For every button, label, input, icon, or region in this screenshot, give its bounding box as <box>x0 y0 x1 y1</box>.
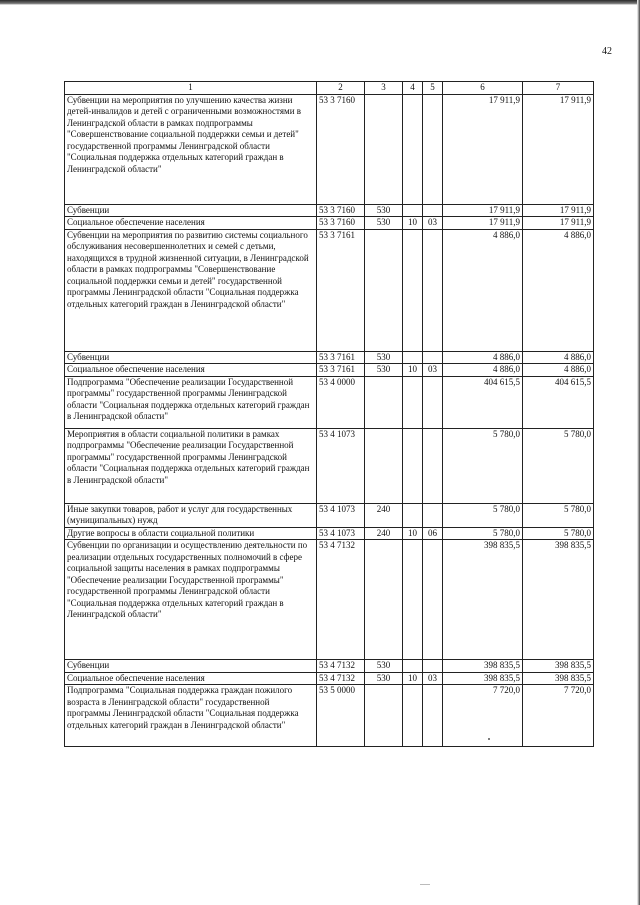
row-name: Субвенции <box>65 351 317 364</box>
budget-table <box>64 81 594 747</box>
header-col-1: 1 <box>65 82 317 95</box>
row-expense-type: 530 <box>365 364 403 377</box>
row-section <box>403 685 423 747</box>
row-value-col6: 5 780,0 <box>443 503 523 527</box>
table-row <box>65 685 594 747</box>
row-subsection <box>423 685 443 747</box>
row-expense-type <box>365 685 403 747</box>
page-number: 42 <box>602 46 612 57</box>
row-section <box>403 376 423 428</box>
header-col-6: 6 <box>443 82 523 95</box>
row-value-col6: 7 720,0 <box>443 685 523 747</box>
row-subsection: 03 <box>423 364 443 377</box>
row-code: 53 3 7161 <box>317 351 365 364</box>
row-code: 53 4 7132 <box>317 540 365 660</box>
row-section: 10 <box>403 217 423 230</box>
scan-speck <box>488 738 490 740</box>
row-value-col7: 5 780,0 <box>523 428 594 503</box>
row-expense-type: 530 <box>365 660 403 673</box>
table-row <box>65 503 594 527</box>
row-expense-type <box>365 428 403 503</box>
row-value-col6: 17 911,9 <box>443 94 523 204</box>
row-value-col7: 5 780,0 <box>523 527 594 540</box>
row-name: Подпрограмма "Социальная поддержка граждан пожилого возраста в Ленинградской области" государственной программы Ленинградской области "Социальная поддержка отдельных категорий граждан в Ленинградской области" <box>65 685 317 747</box>
row-value-col6: 5 780,0 <box>443 527 523 540</box>
row-value-col7: 398 835,5 <box>523 660 594 673</box>
row-name: Субвенции на мероприятия по развитию системы социального обслуживания несовершеннолетних и семей с детьми, находящихся в трудной жизненной ситуации, в Ленинградской области в рамках подпрограммы "Совершенствование социальной поддержки семьи и детей" государственной программы Ленинградской области "Социальная поддержка отдельных категорий граждан в Ленинградской области" <box>65 229 317 351</box>
row-value-col7: 398 835,5 <box>523 672 594 685</box>
table-row <box>65 94 594 204</box>
table-row <box>65 672 594 685</box>
row-section: 10 <box>403 672 423 685</box>
row-section <box>403 660 423 673</box>
row-code: 53 4 1073 <box>317 503 365 527</box>
row-code: 53 4 7132 <box>317 660 365 673</box>
row-value-col6: 4 886,0 <box>443 364 523 377</box>
row-subsection <box>423 376 443 428</box>
row-value-col7: 17 911,9 <box>523 204 594 217</box>
row-value-col7: 4 886,0 <box>523 351 594 364</box>
table-row <box>65 527 594 540</box>
row-value-col7: 404 615,5 <box>523 376 594 428</box>
row-expense-type: 240 <box>365 527 403 540</box>
row-expense-type <box>365 94 403 204</box>
row-section <box>403 540 423 660</box>
row-code: 53 4 1073 <box>317 428 365 503</box>
row-expense-type: 530 <box>365 672 403 685</box>
scan-mark <box>420 884 430 885</box>
row-value-col6: 398 835,5 <box>443 540 523 660</box>
table-header-row <box>65 82 594 95</box>
row-value-col6: 17 911,9 <box>443 204 523 217</box>
row-value-col7: 4 886,0 <box>523 229 594 351</box>
row-section <box>403 229 423 351</box>
table-row <box>65 229 594 351</box>
header-col-2: 2 <box>317 82 365 95</box>
row-section <box>403 94 423 204</box>
row-section: 10 <box>403 364 423 377</box>
row-section <box>403 351 423 364</box>
table-row <box>65 364 594 377</box>
row-subsection: 03 <box>423 217 443 230</box>
row-name: Социальное обеспечение населения <box>65 217 317 230</box>
table-row <box>65 540 594 660</box>
row-subsection: 03 <box>423 672 443 685</box>
row-expense-type: 530 <box>365 351 403 364</box>
row-code: 53 3 7161 <box>317 229 365 351</box>
row-subsection <box>423 351 443 364</box>
row-value-col6: 404 615,5 <box>443 376 523 428</box>
row-value-col6: 4 886,0 <box>443 229 523 351</box>
row-name: Социальное обеспечение населения <box>65 364 317 377</box>
table-row <box>65 351 594 364</box>
row-expense-type <box>365 376 403 428</box>
row-value-col6: 398 835,5 <box>443 660 523 673</box>
row-name: Подпрограмма "Обеспечение реализации Государственной программы" государственной программы Ленинградской области "Социальная поддержка отдельных категорий граждан в Ленинградской области" <box>65 376 317 428</box>
row-subsection <box>423 503 443 527</box>
table-row <box>65 376 594 428</box>
row-name: Субвенции на мероприятия по улучшению качества жизни детей-инвалидов и детей с ограниченными возможностями в Ленинградской области в рамках подпрограммы "Совершенствование социальной поддержки семьи и детей" государственной программы Ленинградской области "Социальная поддержка отдельных категорий граждан в Ленинградской области" <box>65 94 317 204</box>
table-row <box>65 660 594 673</box>
row-section <box>403 204 423 217</box>
header-col-5: 5 <box>423 82 443 95</box>
table-row <box>65 428 594 503</box>
table-row <box>65 217 594 230</box>
row-expense-type <box>365 540 403 660</box>
row-name: Субвенции <box>65 204 317 217</box>
row-name: Другие вопросы в области социальной политики <box>65 527 317 540</box>
row-expense-type: 240 <box>365 503 403 527</box>
row-section <box>403 428 423 503</box>
row-name: Иные закупки товаров, работ и услуг для государственных (муниципальных) нужд <box>65 503 317 527</box>
row-expense-type: 530 <box>365 204 403 217</box>
row-name: Субвенции по организации и осуществлению деятельности по реализации отдельных государственных полномочий в сфере социальной защиты населения в рамках подпрограммы "Обеспечение реализации Государственной программы" государственной программы Ленинградской области "Социальная поддержка отдельных категорий граждан в Ленинградской области" <box>65 540 317 660</box>
row-name: Социальное обеспечение населения <box>65 672 317 685</box>
row-name: Мероприятия в области социальной политики в рамках подпрограммы "Обеспечение реализации Государственной программы" государственной программы Ленинградской области "Социальная поддержка отдельных категорий граждан в Ленинградской области" <box>65 428 317 503</box>
row-value-col6: 5 780,0 <box>443 428 523 503</box>
header-col-4: 4 <box>403 82 423 95</box>
row-expense-type <box>365 229 403 351</box>
row-subsection <box>423 428 443 503</box>
row-value-col6: 4 886,0 <box>443 351 523 364</box>
row-section: 10 <box>403 527 423 540</box>
row-name: Субвенции <box>65 660 317 673</box>
row-value-col6: 17 911,9 <box>443 217 523 230</box>
row-expense-type: 530 <box>365 217 403 230</box>
row-code: 53 4 7132 <box>317 672 365 685</box>
header-col-3: 3 <box>365 82 403 95</box>
table-body <box>65 94 594 747</box>
row-value-col6: 398 835,5 <box>443 672 523 685</box>
row-code: 53 5 0000 <box>317 685 365 747</box>
row-code: 53 3 7161 <box>317 364 365 377</box>
row-subsection <box>423 204 443 217</box>
row-subsection <box>423 94 443 204</box>
row-value-col7: 17 911,9 <box>523 94 594 204</box>
row-value-col7: 17 911,9 <box>523 217 594 230</box>
row-value-col7: 5 780,0 <box>523 503 594 527</box>
row-value-col7: 7 720,0 <box>523 685 594 747</box>
row-code: 53 3 7160 <box>317 204 365 217</box>
table-row <box>65 204 594 217</box>
row-subsection <box>423 229 443 351</box>
row-code: 53 3 7160 <box>317 217 365 230</box>
row-value-col7: 398 835,5 <box>523 540 594 660</box>
header-col-7: 7 <box>523 82 594 95</box>
row-value-col7: 4 886,0 <box>523 364 594 377</box>
row-section <box>403 503 423 527</box>
scan-edge-top <box>0 0 640 5</box>
row-code: 53 4 0000 <box>317 376 365 428</box>
row-subsection <box>423 660 443 673</box>
row-code: 53 3 7160 <box>317 94 365 204</box>
row-code: 53 4 1073 <box>317 527 365 540</box>
row-subsection: 06 <box>423 527 443 540</box>
row-subsection <box>423 540 443 660</box>
